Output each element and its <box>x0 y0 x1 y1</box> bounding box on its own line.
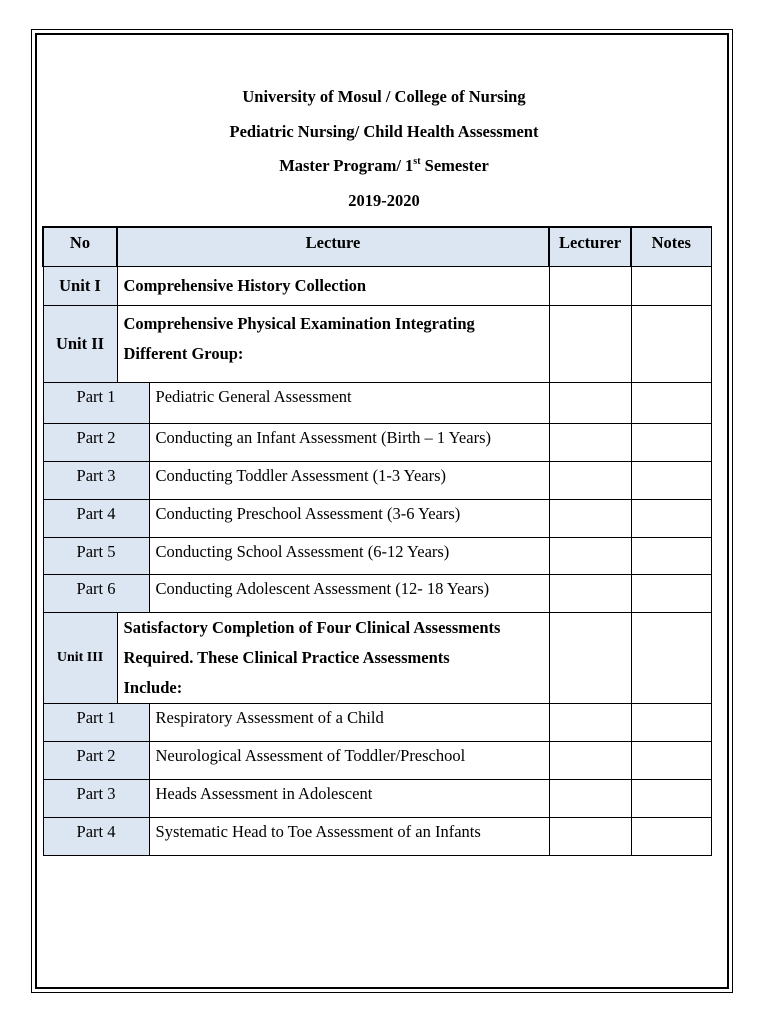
lecturer-cell <box>549 383 631 424</box>
university-heading: University of Mosul / College of Nursing <box>242 87 526 106</box>
ordinal-suffix: st <box>413 155 421 167</box>
notes-cell <box>631 613 711 704</box>
part-title: Conducting Toddler Assessment (1-3 Years) <box>149 462 549 500</box>
academic-year: 2019-2020 <box>348 191 420 210</box>
unit-row <box>43 613 711 704</box>
unit-title-line: Include: <box>123 678 183 697</box>
lecturer-cell <box>549 538 631 575</box>
part-row <box>43 742 711 780</box>
lecturer-cell <box>549 575 631 613</box>
unit-row <box>43 306 711 383</box>
part-row <box>43 500 711 538</box>
notes-cell <box>631 780 711 818</box>
part-row <box>43 704 711 742</box>
part-number: Part 5 <box>43 538 149 575</box>
lecturer-cell <box>549 742 631 780</box>
program-text: Master Program/ 1 <box>279 156 414 175</box>
semester-text: Semester <box>420 156 489 175</box>
unit-label: Unit II <box>43 306 117 383</box>
column-header-notes: Notes <box>631 227 711 267</box>
part-number: Part 4 <box>43 500 149 538</box>
part-title: Conducting Preschool Assessment (3-6 Years) <box>149 500 549 538</box>
part-number: Part 1 <box>43 383 149 424</box>
notes-cell <box>631 538 711 575</box>
part-row <box>43 818 711 856</box>
part-title: Conducting an Infant Assessment (Birth – 1 Years) <box>149 424 549 462</box>
part-row <box>43 538 711 575</box>
unit-title <box>117 306 549 383</box>
course-heading: Pediatric Nursing/ Child Health Assessment <box>229 122 539 141</box>
notes-cell <box>631 383 711 424</box>
part-row <box>43 780 711 818</box>
part-title: Heads Assessment in Adolescent <box>149 780 549 818</box>
part-number: Part 1 <box>43 704 149 742</box>
unit-title <box>117 613 549 704</box>
unit-title: Comprehensive History Collection <box>117 267 549 306</box>
table-header-row <box>43 227 711 267</box>
notes-cell <box>631 575 711 613</box>
lecturer-cell <box>549 267 631 306</box>
part-row <box>43 424 711 462</box>
part-title: Respiratory Assessment of a Child <box>149 704 549 742</box>
unit-title-line: Comprehensive Physical Examination Integrating <box>123 314 475 333</box>
column-header-no: No <box>43 227 117 267</box>
unit-title-line: Required. These Clinical Practice Assessments <box>123 648 450 667</box>
lecturer-cell <box>549 424 631 462</box>
unit-label: Unit III <box>43 613 117 704</box>
part-number: Part 6 <box>43 575 149 613</box>
notes-cell <box>631 306 711 383</box>
unit-row <box>43 267 711 306</box>
part-number: Part 4 <box>43 818 149 856</box>
notes-cell <box>631 818 711 856</box>
notes-cell <box>631 742 711 780</box>
notes-cell <box>631 462 711 500</box>
lecturer-cell <box>549 818 631 856</box>
column-header-lecture: Lecture <box>117 227 549 267</box>
part-title: Conducting Adolescent Assessment (12- 18 Years) <box>149 575 549 613</box>
lecturer-cell <box>549 613 631 704</box>
unit-label: Unit I <box>43 267 117 306</box>
part-title: Conducting School Assessment (6-12 Years) <box>149 538 549 575</box>
part-row <box>43 462 711 500</box>
lecturer-cell <box>549 780 631 818</box>
lecturer-cell <box>549 306 631 383</box>
part-title: Pediatric General Assessment <box>149 383 549 424</box>
unit-title-line: Satisfactory Completion of Four Clinical Assessments <box>123 618 501 637</box>
part-number: Part 3 <box>43 780 149 818</box>
notes-cell <box>631 267 711 306</box>
part-row <box>43 575 711 613</box>
part-title: Systematic Head to Toe Assessment of an Infants <box>149 818 549 856</box>
syllabus-table <box>42 226 712 856</box>
notes-cell <box>631 500 711 538</box>
part-number: Part 3 <box>43 462 149 500</box>
notes-cell <box>631 424 711 462</box>
program-heading <box>0 156 768 176</box>
notes-cell <box>631 704 711 742</box>
unit-title-line: Different Group: <box>123 344 244 363</box>
part-number: Part 2 <box>43 424 149 462</box>
lecturer-cell <box>549 500 631 538</box>
part-row <box>43 383 711 424</box>
lecturer-cell <box>549 462 631 500</box>
column-header-lecturer: Lecturer <box>549 227 631 267</box>
part-number: Part 2 <box>43 742 149 780</box>
lecturer-cell <box>549 704 631 742</box>
part-title: Neurological Assessment of Toddler/Preschool <box>149 742 549 780</box>
